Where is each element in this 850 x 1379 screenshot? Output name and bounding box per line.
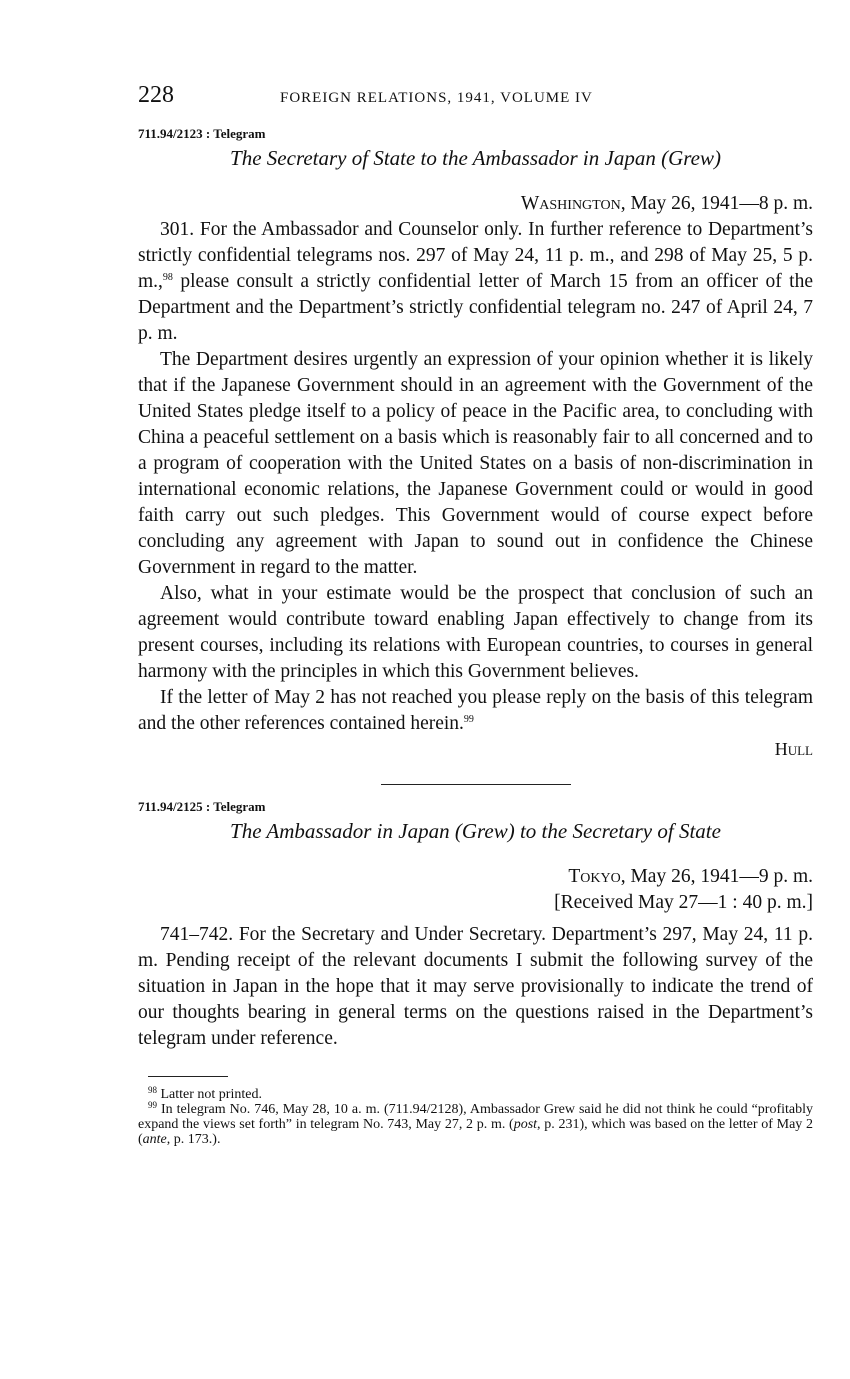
footnote-text: post (513, 1117, 538, 1132)
footnote-98 (138, 1087, 813, 1102)
paragraph-text: please consult a strictly confidential letter of March 15 from an officer of the Department and the Department’s strictly confidential telegram no. 247 of April 24, 7 p. m. (138, 271, 813, 344)
document-title: The Secretary of State to the Ambassador in Japan (Grew) (230, 146, 721, 170)
paragraph-text: If the letter of May 2 has not reached you please reply on the basis of this telegram and the other references contained herein. (138, 687, 813, 734)
section-divider (381, 784, 571, 785)
running-head (138, 82, 813, 116)
paragraph: Also, what in your estimate would be the prospect that conclusion of such an agreement would contribute toward enabling Japan effectively to change from its present courses, including its relations with European countries, to courses in general harmony with the principles in which this Government believes. (138, 583, 813, 682)
received-line: [Received May 27—1 : 40 p. m.] (554, 892, 813, 913)
footnote-ref: 98 (162, 272, 173, 283)
paragraph-text: 301. For the Ambassador and Counselor only. In further reference to Department’s strictly confidential telegrams nos. 297 of May 24, 11 p. m., and 298 of May 25, 5 p. m., (138, 219, 813, 292)
paragraph (138, 217, 813, 347)
dateline-date: , May 26, 1941—9 p. m. (620, 866, 813, 887)
paragraph: The Department desires urgently an expression of your opinion whether it is likely that if the Japanese Government should in an agreement with the Government of the United States pledge itself to a policy of peace in the Pacific area, to concluding with China a peaceful settlement on a basis which is reasonably fair to all concerned and to a program of cooperation with the United States on a basis of non-discrimination in international economic relations, the Japanese Government could or would in good faith carry out such pledges. This Government would of course expect before concluding any agreement with Japan to sound out in confidence the Chinese Government in regard to the matter. (138, 349, 813, 578)
file-reference: 711.94/2125 : Telegram (138, 799, 266, 814)
footnote-number: 98 (148, 1085, 157, 1095)
running-title: FOREIGN RELATIONS, 1941, VOLUME IV (280, 90, 593, 106)
footnote-text: , p. 231), which was based on the letter of May 2 ( (138, 1117, 813, 1147)
footnote-text: In telegram No. 746, May 28, 10 a. m. (711.94/2128), Ambassador Grew said he did not think he could “profitably expand the views set forth” in telegram No. 743, May 27, 2 p. m. ( (138, 1102, 813, 1132)
dateline-date: , May 26, 1941—8 p. m. (620, 193, 813, 214)
dateline (138, 864, 813, 890)
dateline (138, 191, 813, 217)
paragraph (138, 685, 813, 737)
dateline-place: Tokyo (568, 866, 621, 887)
file-reference: 711.94/2123 : Telegram (138, 126, 266, 141)
document-page (138, 82, 813, 1147)
paragraph: 741–742. For the Secretary and Under Secretary. Department’s 297, May 24, 11 p. m. Pending receipt of the relevant documents I submit the following survey of the situation in Japan in the hope that it may serve provisionally to indicate the trend of our thoughts bearing in general terms on the questions raised in the Department’s telegram under reference. (138, 924, 813, 1049)
document-title: The Ambassador in Japan (Grew) to the Secretary of State (230, 819, 721, 843)
footnote-text: , p. 173.). (166, 1132, 221, 1147)
footnote-ref: 99 (463, 714, 474, 725)
signature: Hull (774, 739, 813, 759)
footnote-rule (148, 1076, 228, 1077)
footnote-99 (138, 1102, 813, 1147)
footnote-number: 99 (148, 1100, 157, 1110)
footnote-text: ante (142, 1132, 167, 1147)
dateline-place: Washington (520, 193, 621, 214)
footnote-text: Latter not printed. (157, 1087, 262, 1102)
page-number: 228 (138, 82, 174, 108)
